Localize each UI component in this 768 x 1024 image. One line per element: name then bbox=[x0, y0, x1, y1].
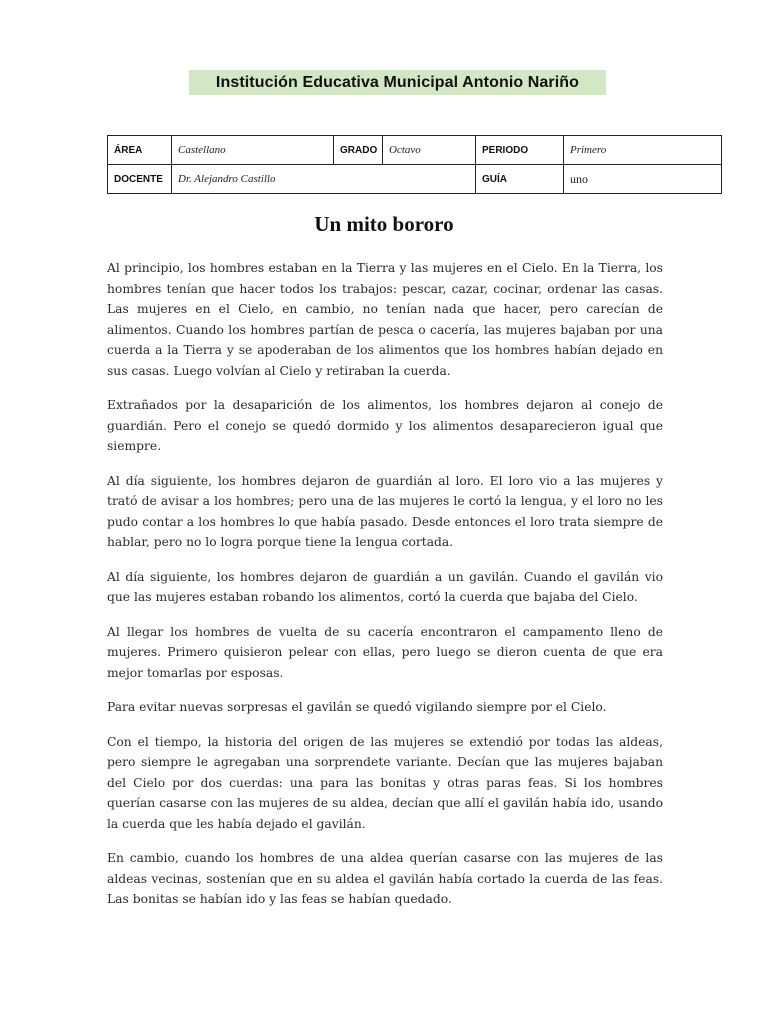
docente-value: Dr. Alejandro Castillo bbox=[172, 165, 476, 194]
paragraph: Al llegar los hombres de vuelta de su cacería encontraron el campamento lleno de mujeres. Primero quisieron pelear con ellas, pero luego se dieron cuenta de que era mejor tomarlas por esposas. bbox=[107, 624, 663, 680]
periodo-label: PERIODO bbox=[476, 136, 564, 165]
paragraph: Al principio, los hombres estaban en la Tierra y las mujeres en el Cielo. En la Tierra, los hombres tenían que hacer todos los trabajos: pescar, cazar, cocinar, ordenar las casas. Las mujeres en el Cielo, en cambio, no tenían nada que hacer, pero carecían de alimentos. Cuando los hombres partían de pesca o cacería, las mujeres bajaban por una cuerda a la Tierra y se apoderaban de los alimentos que los hombres habían dejado en sus casas. Luego volvían al Cielo y retiraban la cuerda. bbox=[107, 261, 663, 378]
guia-label: GUÍA bbox=[476, 165, 564, 194]
document-title: Un mito bororo bbox=[314, 212, 454, 236]
grado-value: Octavo bbox=[383, 136, 476, 165]
paragraph: Extrañados por la desaparición de los alimentos, los hombres dejaron al conejo de guardián. Pero el conejo se quedó dormido y los alimentos desaparecieron igual que siempre. bbox=[107, 398, 663, 453]
institution-banner bbox=[189, 70, 606, 95]
periodo-value: Primero bbox=[564, 136, 722, 165]
table-row bbox=[108, 165, 722, 194]
course-info-table bbox=[107, 135, 722, 194]
paragraph: Con el tiempo, la historia del origen de las mujeres se extendió por todas las aldeas, pero siempre le agregaban una sorprendete variante. Decían que las mujeres bajaban del Cielo por dos cuerdas: una para las bonitas y otras paras feas. Si los hombres querían casarse con las mujeres de su aldea, decían que allí el gavilán había ido, usando la cuerda que les había dejado el gavilán. bbox=[107, 734, 663, 831]
paragraph: Para evitar nuevas sorpresas el gavilán se quedó vigilando siempre por el Cielo. bbox=[107, 700, 607, 714]
docente-label: DOCENTE bbox=[108, 165, 172, 194]
area-value: Castellano bbox=[172, 136, 334, 165]
area-label: ÁREA bbox=[108, 136, 172, 165]
story-body bbox=[107, 258, 663, 924]
table-row bbox=[108, 136, 722, 165]
paragraph: En cambio, cuando los hombres de una aldea querían casarse con las mujeres de las aldeas vecinas, sostenían que en su aldea el gavilán había cortado la cuerda de las feas. Las bonitas se habían ido y las feas se habían quedado. bbox=[107, 851, 663, 906]
paragraph: Al día siguiente, los hombres dejaron de guardián al loro. El loro vio a las mujeres y trató de avisar a los hombres; pero una de las mujeres le cortó la lengua, y el loro no les pudo contar a los hombres lo que había pasado. Desde entonces el loro trata siempre de hablar, pero no lo logra porque tiene la lengua cortada. bbox=[107, 473, 663, 549]
guia-value: uno bbox=[564, 165, 722, 194]
paragraph: Al día siguiente, los hombres dejaron de guardián a un gavilán. Cuando el gavilán vio que las mujeres estaban robando los alimentos, cortó la cuerda que bajaba del Cielo. bbox=[107, 569, 663, 604]
institution-name: Institución Educativa Municipal Antonio Nariño bbox=[215, 73, 580, 91]
grado-label: GRADO bbox=[334, 136, 383, 165]
